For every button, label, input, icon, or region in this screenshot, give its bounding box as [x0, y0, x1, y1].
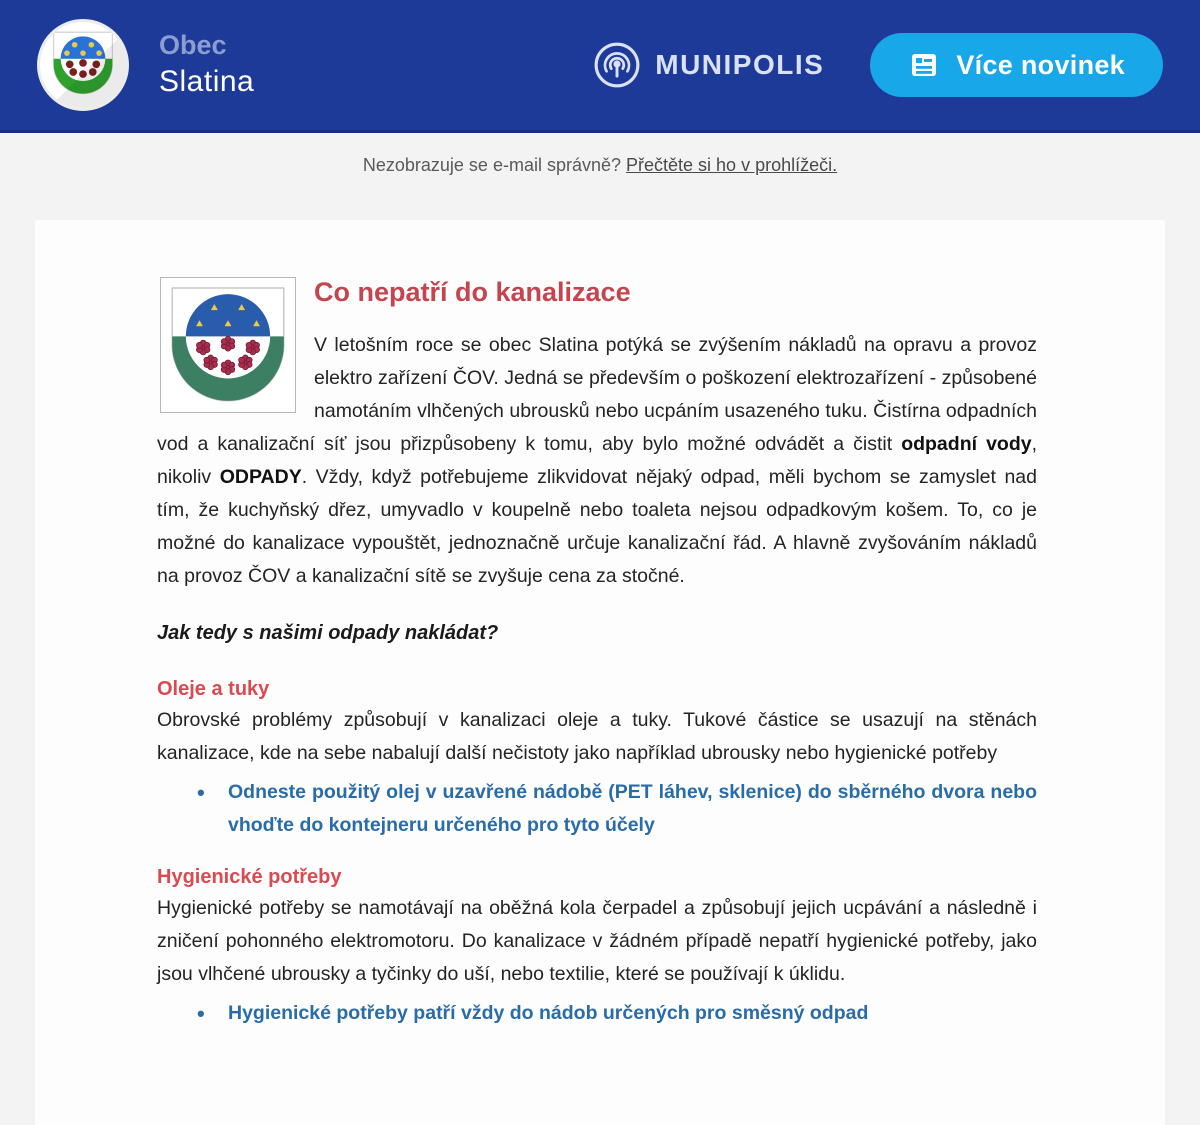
section-body-hygiena: Hygienické potřeby se namotávají na oběžná kola čerpadel a způsobují jejich ucpávání a následně i zničení pohonného elektromotoru. Do kanalizace v žádném případě nepatří hygienické potřeby, jako jsou vlhčené ubrousky a tyčinky do uší, nebo textilie, které se používají k úklidu. — [157, 897, 1037, 985]
question-heading: Jak tedy s našimi odpady nakládat? — [157, 622, 499, 644]
intro-segment-1: V letošním roce se obec Slatina potýká se zvýšením nákladů na opravu a provoz elektro zařízení ČOV. Jedná se především o poškození elektrozařízení - způsobené namotáním vlhčených ubrousků nebo ucpáním usazeného tuku. Čistírna odpadních vod a kanalizační síť jsou přizpůsobeny k tomu, aby bylo možné odvádět a čistit — [157, 334, 1037, 455]
view-in-browser-question: Nezobrazuje se e-mail správně? — [362, 155, 627, 175]
brand-slatina: Slatina — [159, 65, 255, 99]
view-in-browser-link[interactable]: Přečtěte si ho v prohlížeči. — [626, 155, 838, 175]
bullet-list-hygiena — [157, 997, 1037, 1030]
more-news-label: Více novinek — [956, 49, 1125, 80]
document-crest-icon — [166, 283, 290, 407]
section-heading-oleje: Oleje a tuky — [157, 678, 270, 700]
bullet-oleje: • Odneste použitý olej v uzavřené nádobě (PET láhev, sklenice) do sběrného dvora nebo vhoďte do kontejneru určeného pro tyto účely — [157, 776, 1037, 842]
intro-bold-odpady: ODPADY — [219, 466, 302, 488]
bullet-list-oleje — [157, 776, 1037, 842]
logo-shadow — [40, 22, 126, 108]
email-header — [0, 0, 1200, 133]
more-news-button[interactable] — [870, 33, 1163, 97]
section-body-oleje: Obrovské problémy způsobují v kanalizaci oleje a tuky. Tukové částice se usazují na stěnách kanalizace, kde na sebe nabalují další nečistoty jako například ubrousky nebo hygienické potřeby — [157, 709, 1037, 764]
brand-obec: Obec — [159, 30, 227, 61]
newsletter-document — [35, 220, 1165, 1125]
munipolis-logo — [593, 41, 824, 89]
view-in-browser-bar — [0, 133, 1200, 220]
bullet-hygiena: • Hygienické potřeby patří vždy do nádob určených pro směsný odpad — [157, 997, 1037, 1030]
section-heading-hygiena: Hygienické potřeby — [157, 866, 342, 888]
intro-bold-odpadni-vody: odpadní vody — [901, 433, 1032, 455]
coat-of-arms-image — [160, 277, 296, 413]
document-title: Co nepatří do kanalizace — [314, 277, 631, 307]
intro-segment-2: , nikoliv — [157, 433, 1038, 488]
newspaper-icon — [908, 49, 940, 81]
intro-segment-3: . Vždy, když potřebujeme zlikvidovat nějaký odpad, měli bychom se zamyslet nad tím, že kuchyňský dřez, umyvadlo v koupelně nebo toaleta nejsou odpadkovým košem. To, co je možné do kanalizace vypouštět, jednoznačně určuje kanalizační řád. A hlavně zvyšováním nákladů na provoz ČOV a kanalizační sítě se zvyšuje cena za stočné. — [157, 466, 1037, 587]
munipolis-broadcast-icon — [593, 41, 641, 89]
munipolis-label: MUNIPOLIS — [655, 49, 825, 80]
document-content — [157, 277, 1037, 1030]
brand-text — [159, 29, 254, 100]
municipality-logo — [37, 19, 129, 111]
